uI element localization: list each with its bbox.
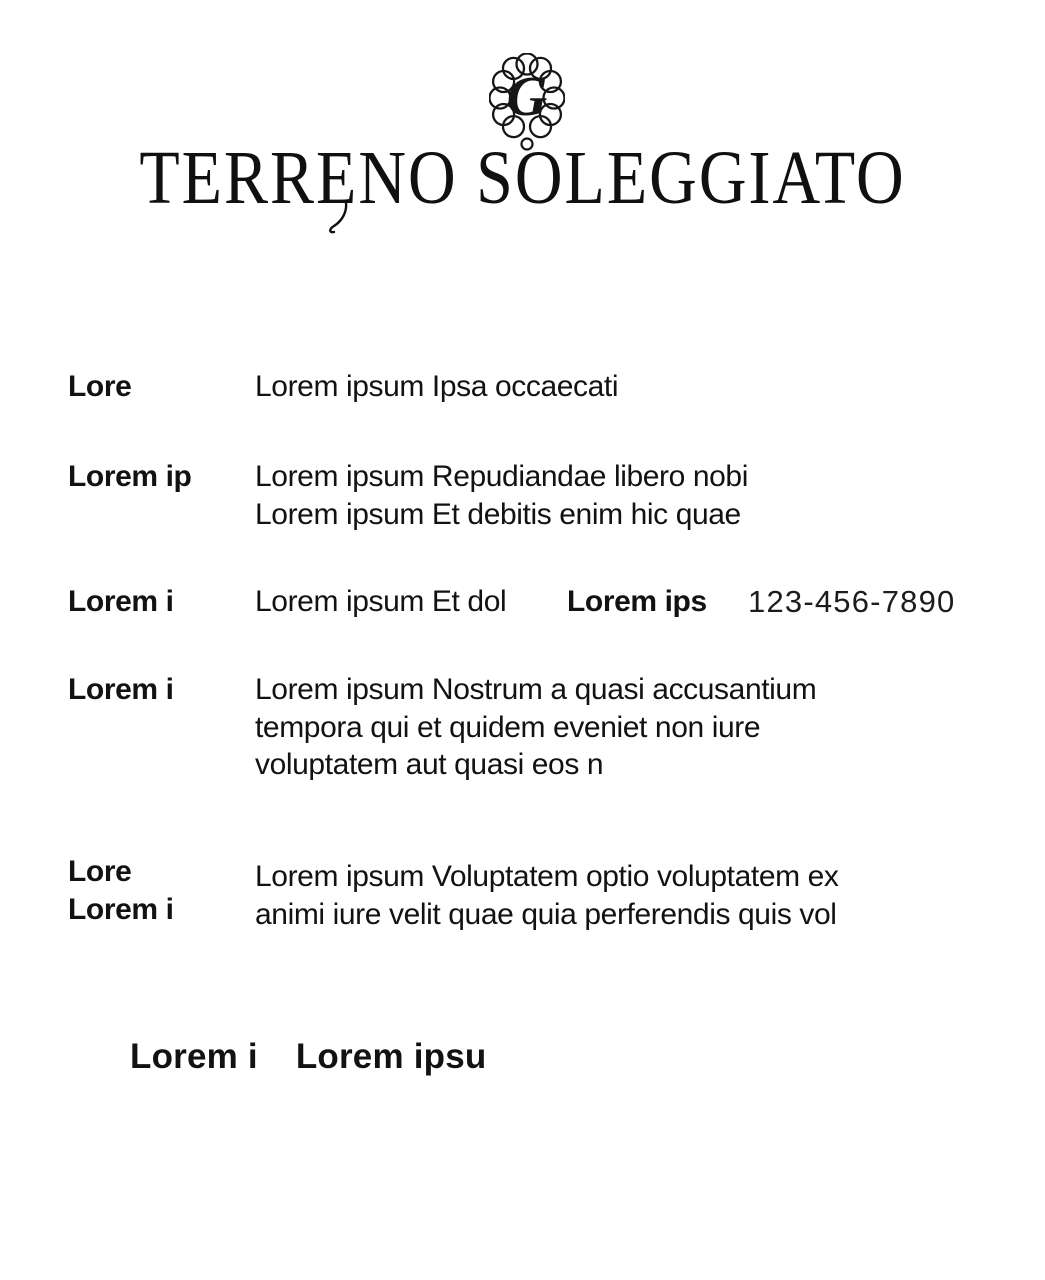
page-title: TERRENO SOLEGGIATO	[139, 136, 906, 221]
field-value: Lorem ipsum Ipsa occaecati	[255, 370, 619, 403]
footer-heading-right: Lorem ipsu	[295, 1037, 487, 1076]
field-value	[255, 458, 748, 533]
field-label: Lorem i	[68, 585, 174, 618]
field-value-line: Lorem ipsum Voluptatem optio voluptatem ex	[255, 860, 839, 893]
phone-number: 123-456-7890	[748, 584, 956, 619]
field-value-line: animi iure velit quae quia perferendis quis vol	[255, 897, 837, 931]
field-value-line: Lorem ipsum Et debitis enim hic quae	[255, 497, 741, 531]
field-label-line: Lore	[68, 855, 132, 888]
field-label	[68, 853, 174, 929]
field-label-line: Lorem i	[68, 893, 174, 926]
field-label: Lorem i	[68, 673, 174, 706]
title-swash-icon	[328, 202, 350, 234]
secondary-field-label: Lorem ips	[567, 585, 707, 618]
field-value-line: tempora qui et quidem eveniet non iure	[255, 710, 761, 744]
field-value-line: voluptatem aut quasi eos n	[255, 748, 604, 781]
footer-heading	[130, 1037, 486, 1077]
logo-monogram-letter: G	[506, 66, 548, 128]
field-value	[255, 671, 816, 784]
field-value	[255, 858, 839, 933]
field-value: Lorem ipsum Et dol	[255, 585, 507, 618]
footer-heading-left: Lorem i	[130, 1037, 258, 1076]
field-label: Lorem ip	[68, 460, 192, 493]
field-value-line: Lorem ipsum Nostrum a quasi accusantium	[255, 673, 817, 706]
field-value-line: Lorem ipsum Repudiandae libero nobi	[255, 460, 748, 493]
field-label: Lore	[68, 370, 132, 403]
